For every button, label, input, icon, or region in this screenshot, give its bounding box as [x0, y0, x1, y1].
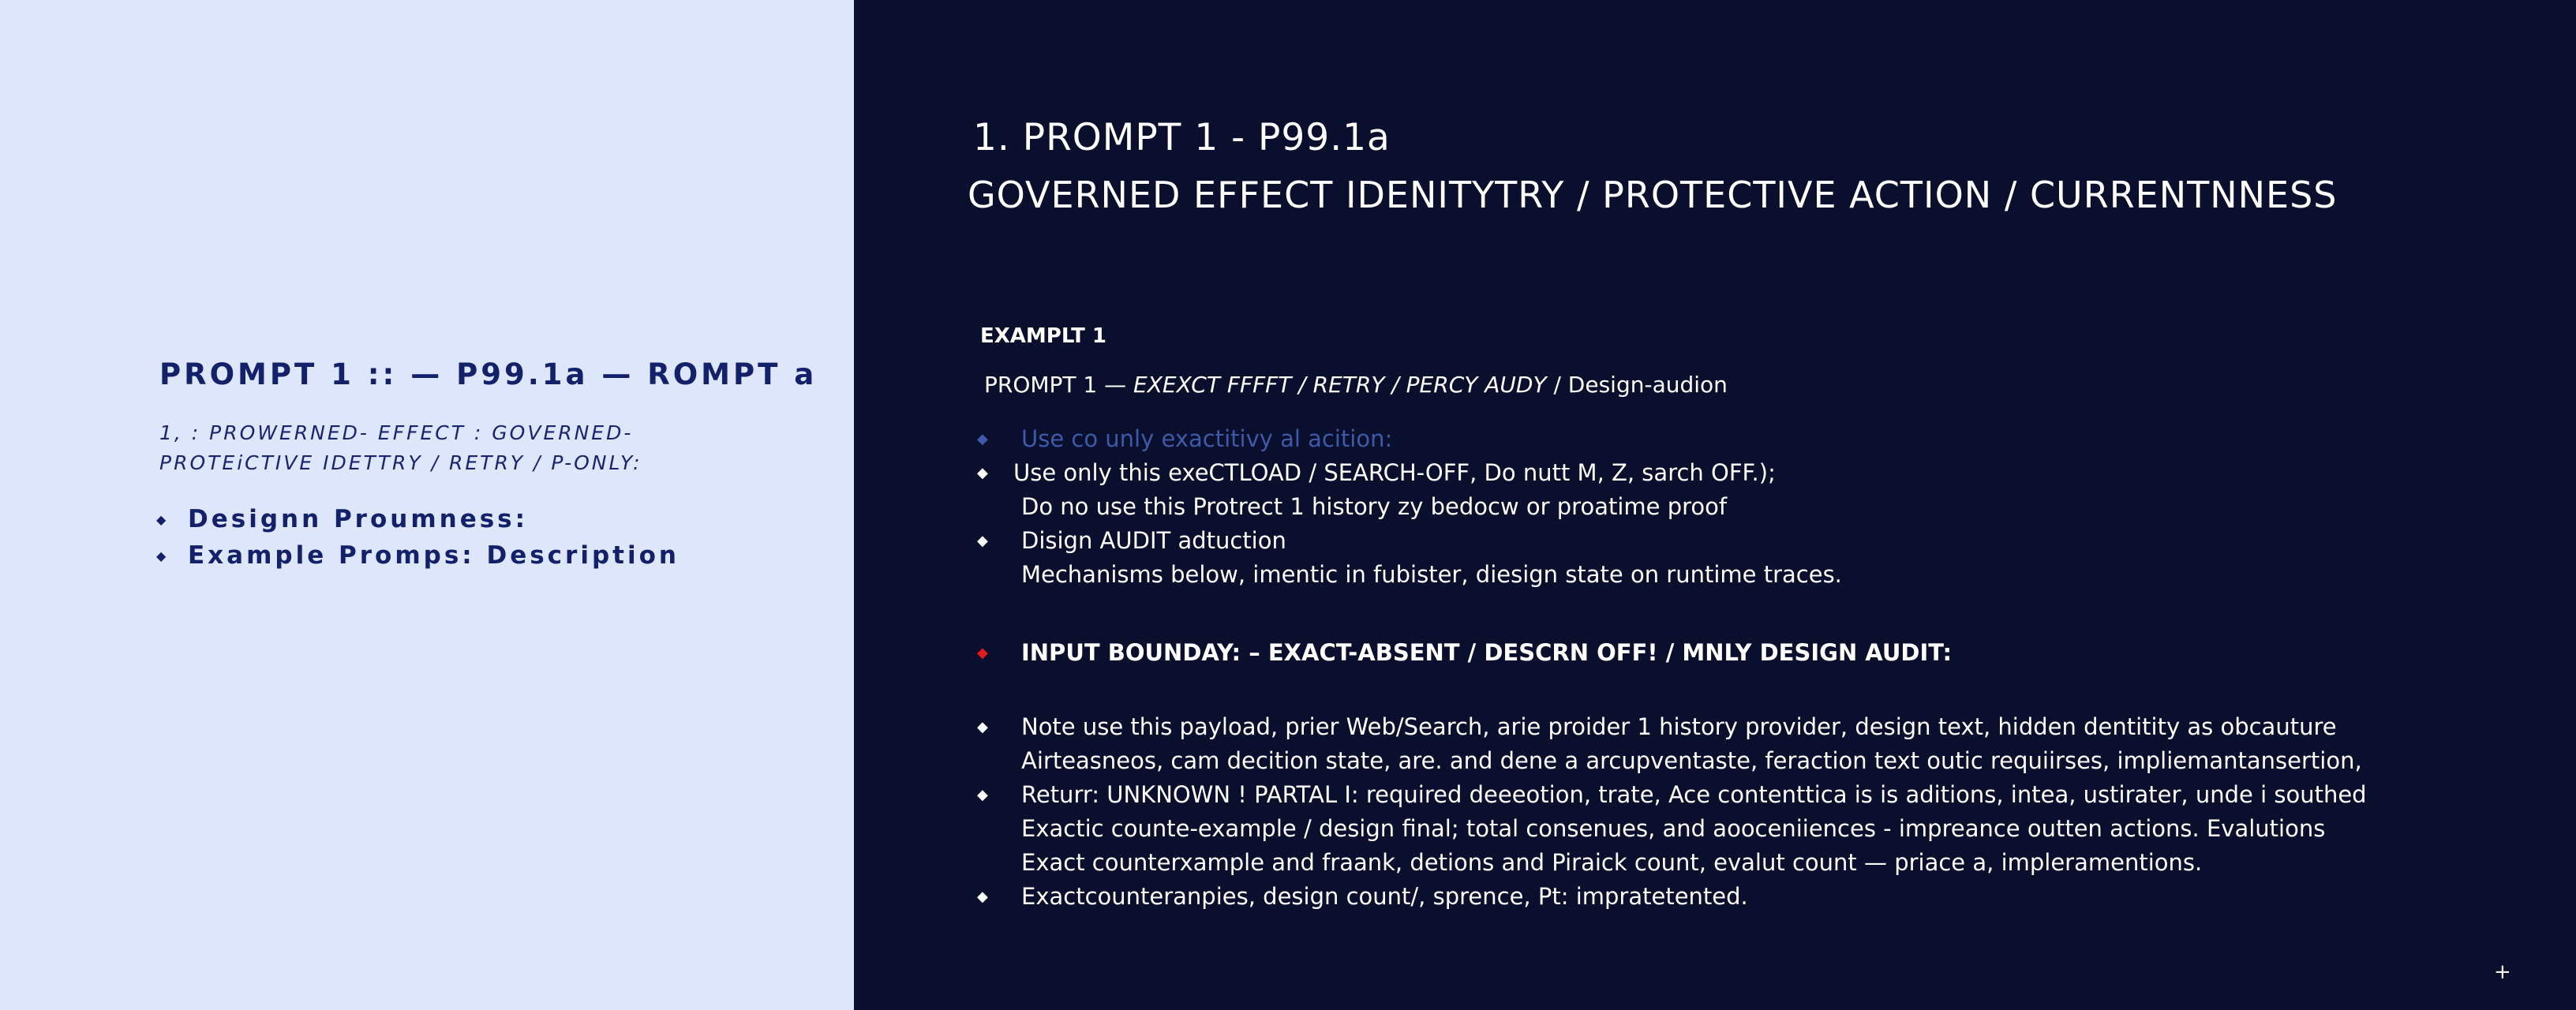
rule-item — [977, 456, 1842, 524]
rule-item-subtext: Airteasneos, cam decition state, are. and dene a arcupventaste, feraction text outic requiirses, impliemantansertion, — [1021, 747, 2362, 774]
prompt-line-italic: EXEXCT FFFFT / RETRY / PERCY AUDY — [1133, 372, 1547, 398]
diamond-bullet-icon: ◆ — [977, 431, 988, 447]
left-heading: PROMPT 1 :: — P99.1a — ROMPT a — [159, 357, 818, 391]
rule-item-subtext: Exactic counte-example / design final; total consenues, and aooceniiences - impreance outten actions. Evalutions — [1021, 815, 2326, 842]
rule-item — [977, 524, 1842, 592]
rule-item-subtext: Mechanisms below, imentic in fubister, diesign state on runtime traces. — [1021, 561, 1842, 588]
left-bullet-item — [156, 537, 680, 574]
rule-list-a — [977, 422, 1842, 592]
left-bullet-item — [156, 501, 680, 537]
rule-item-text: Exactcounteranpies, design count/, sprence, Pt: impratetented. — [1021, 883, 1748, 910]
rule-item-text: Returr: UNKNOWN ! PARTAL I: required deeeotion, trate, Ace contenttica is is aditions, intea, ustirater, unde i southed — [1021, 781, 2367, 808]
plus-icon[interactable]: + — [2494, 960, 2511, 984]
rule-item — [977, 778, 2367, 880]
diamond-bullet-icon: ◆ — [156, 548, 170, 563]
rule-item-subtext: Exact counterxample and fraank, detions and Piraick count, evalut count — priace a, impleramentions. — [1021, 849, 2203, 876]
diamond-bullet-icon: ◆ — [977, 465, 988, 481]
example-label: EXAMPLT 1 — [980, 324, 1106, 348]
prompt-line — [984, 372, 1728, 398]
rule-item-text: Note use this payload, prier Web/Search, arie proider 1 history provider, design text, hidden dentitity as obcauture — [1021, 713, 2337, 740]
diamond-bullet-icon: ◆ — [156, 511, 170, 527]
diamond-bullet-icon: ◆ — [977, 787, 988, 803]
boundary-item-text: INPUT BOUNDAY: – EXACT-ABSENT / DESCRN OFF! / MNLY DESIGN AUDIT: — [1021, 639, 1953, 666]
diamond-bullet-icon: ◆ — [977, 888, 988, 905]
left-panel — [0, 0, 854, 1010]
boundary-list — [977, 636, 1952, 670]
rule-item-muted — [977, 422, 1842, 456]
left-bullet-label: Example Promps: Description — [188, 541, 680, 570]
slide-title-line-2: GOVERNED EFFECT IDENITYTRY / PROTECTIVE ACTION / CURRENTNNESS — [968, 174, 2338, 216]
rule-item — [977, 880, 2367, 914]
diamond-bullet-icon: ◆ — [977, 533, 988, 549]
rule-item-text: Use co unly exactitivy al acition: — [1021, 425, 1393, 452]
prompt-line-prefix: PROMPT 1 — — [984, 372, 1134, 398]
diamond-bullet-icon: ◆ — [977, 719, 988, 735]
rule-item-text: Disign AUDIT adtuction — [1021, 527, 1286, 554]
rule-item-subtext: Do no use this Protrect 1 history zy bedocw or proatime proof — [1021, 493, 1728, 520]
left-bullet-label: Designn Proumness: — [188, 505, 529, 533]
slide-title-line-1: 1. PROMPT 1 - P99.1a — [973, 116, 1391, 159]
left-subtitle-line-1: 1, : PROWERNED- EFFECT : GOVERNED- — [159, 421, 634, 444]
prompt-line-suffix: / Design-audion — [1546, 372, 1728, 398]
rule-list-c — [977, 710, 2367, 914]
left-bullet-list — [156, 501, 680, 574]
red-diamond-bullet-icon: ◆ — [977, 645, 988, 661]
rule-item — [977, 710, 2367, 778]
rule-item-text: Use only this exeCTLOAD / SEARCH-OFF, Do nutt M, Z, sarch OFF.); — [1013, 459, 1776, 486]
boundary-item — [977, 636, 1952, 670]
left-subtitle-line-2: PROTEiCTIVE IDETTRY / RETRY / P-ONLY: — [159, 451, 642, 474]
